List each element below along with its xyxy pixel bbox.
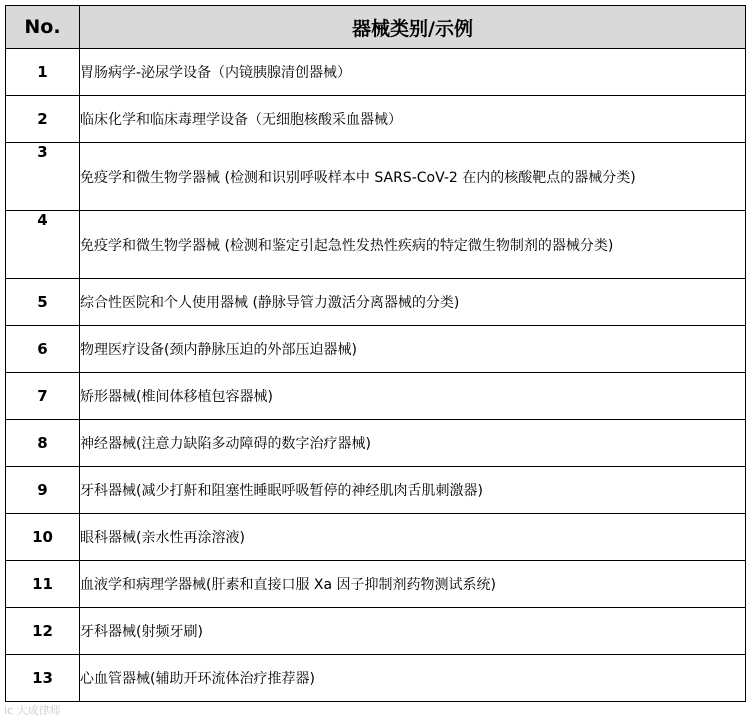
row-number: 13	[6, 655, 80, 702]
row-number: 2	[6, 96, 80, 143]
row-number: 10	[6, 514, 80, 561]
row-category: 综合性医院和个人使用器械 (静脉导管力激活分离器械的分类)	[80, 279, 746, 326]
watermark: ic 大成律师	[4, 704, 61, 717]
row-category: 心血管器械(辅助开环流体治疗推荐器)	[80, 655, 746, 702]
row-number: 12	[6, 608, 80, 655]
table-row	[6, 326, 746, 373]
row-category: 神经器械(注意力缺陷多动障碍的数字治疗器械)	[80, 420, 746, 467]
table-row	[6, 279, 746, 326]
row-category: 胃肠病学-泌尿学设备（内镜胰腺清创器械）	[80, 49, 746, 96]
row-number: 5	[6, 279, 80, 326]
table-header-row	[6, 6, 746, 49]
row-number: 3	[6, 143, 80, 211]
row-category: 免疫学和微生物学器械 (检测和鉴定引起急性发热性疾病的特定微生物制剂的器械分类)	[80, 211, 746, 279]
table-row	[6, 561, 746, 608]
row-number: 9	[6, 467, 80, 514]
row-category: 牙科器械(减少打鼾和阻塞性睡眠呼吸暂停的神经肌肉舌肌刺激器)	[80, 467, 746, 514]
device-category-table	[5, 5, 746, 702]
row-number: 11	[6, 561, 80, 608]
row-category: 免疫学和微生物学器械 (检测和识别呼吸样本中 SARS-CoV-2 在内的核酸靶点的器械分类)	[80, 143, 746, 211]
table-row	[6, 49, 746, 96]
table-row	[6, 373, 746, 420]
table-row	[6, 514, 746, 561]
header-category: 器械类别/示例	[80, 6, 746, 49]
row-category: 物理医疗设备(颈内静脉压迫的外部压迫器械)	[80, 326, 746, 373]
row-number: 7	[6, 373, 80, 420]
row-number: 1	[6, 49, 80, 96]
row-number: 4	[6, 211, 80, 279]
row-category: 临床化学和临床毒理学设备（无细胞核酸采血器械）	[80, 96, 746, 143]
row-category: 血液学和病理学器械(肝素和直接口服 Xa 因子抑制剂药物测试系统)	[80, 561, 746, 608]
row-category: 矫形器械(椎间体移植包容器械)	[80, 373, 746, 420]
header-no: No.	[6, 6, 80, 49]
table-row	[6, 420, 746, 467]
table-row	[6, 467, 746, 514]
row-category: 牙科器械(射频牙刷)	[80, 608, 746, 655]
table-row	[6, 96, 746, 143]
row-category: 眼科器械(亲水性再涂溶液)	[80, 514, 746, 561]
table-row	[6, 143, 746, 211]
row-number: 6	[6, 326, 80, 373]
table-row	[6, 655, 746, 702]
table-row	[6, 211, 746, 279]
table-row	[6, 608, 746, 655]
row-number: 8	[6, 420, 80, 467]
